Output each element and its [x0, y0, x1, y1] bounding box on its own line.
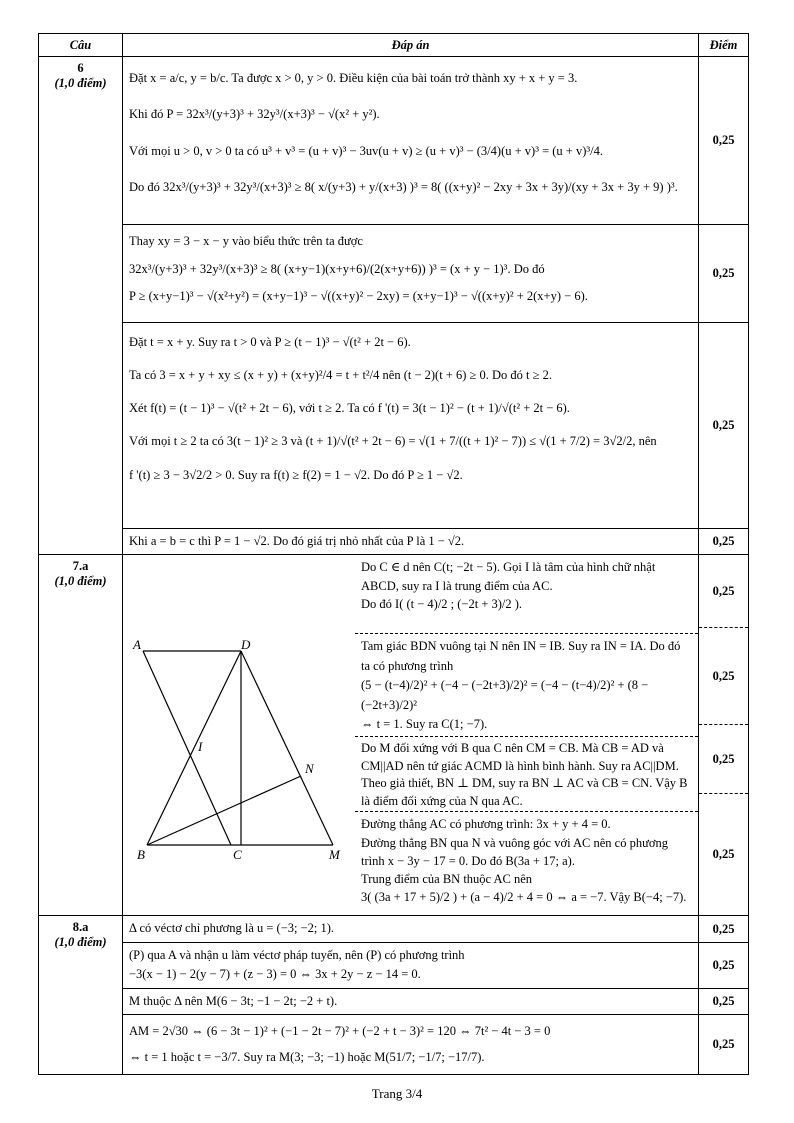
label-c: C [233, 847, 242, 863]
q6-s3a: Đặt t = x + y. Suy ra t > 0 và P ≥ (t − 1)³ − √(t² + 2t − 6). [129, 335, 411, 349]
q8a-row-1 [39, 916, 749, 942]
q7a-content [123, 555, 699, 916]
q7a-s2c: ⇔ t = 1. Suy ra C(1; −7). [361, 716, 488, 731]
segment-bn [147, 776, 301, 845]
label-n: N [305, 761, 314, 777]
q7a-s4a: Đường thẳng AC có phương trình: 3x + y + 4 = 0. [361, 817, 611, 832]
q7a-number: 7.a [72, 559, 89, 574]
q8a-step-1: Δ có véctơ chỉ phương là u = (−3; −2; 1). [123, 916, 699, 942]
q7a-s4b: Đường thẳng BN qua N và vuông góc với AC nên có phương trình x − 3y − 17 = 0. Do đó B(3a + 17; a). [361, 835, 668, 868]
q7a-step-1 [355, 555, 698, 634]
q6-step-1 [123, 57, 699, 225]
label-m: M [329, 847, 340, 863]
q8a-number: 8.a [72, 920, 89, 935]
q6-score-4: 0,25 [699, 529, 749, 555]
q8a-step-4 [123, 1014, 699, 1074]
q8a-s2a: (P) qua A và nhận u làm véctơ pháp tuyến, nên (P) có phương trình [129, 947, 465, 962]
table-header-row [39, 34, 749, 57]
q7a-s1a: Do C ∈ d nên C(t; −2t − 5). Gọi I là tâm của hình chữ nhật ABCD, suy ra I là trung điểm của AC. [361, 560, 656, 593]
q8a-score-1: 0,25 [699, 916, 749, 942]
q6-row-3 [39, 323, 749, 529]
q6-label [39, 57, 123, 555]
segment-bd [147, 651, 241, 845]
q8a-row-2 [39, 942, 749, 988]
q8a-s4a: AM = 2√30 ⇔ (6 − 3t − 1)² + (−1 − 2t − 7)² + (−2 + t − 3)² = 120 ⇔ 7t² − 4t − 3 = 0 [129, 1023, 551, 1038]
q7a-s2a: Tam giác BDN vuông tại N nên IN = IB. Suy ra IN = IA. Do đó ta có phương trình [361, 639, 681, 673]
q8a-s4b: ⇔ t = 1 hoặc t = −3/7. Suy ra M(3; −3; −1) hoặc M(51/7; −1/7; −17/7). [129, 1050, 485, 1065]
answer-key-page [38, 33, 748, 1075]
q6-s3d: Với mọi t ≥ 2 ta có 3(t − 1)² ≥ 3 và (t + 1)/√(t² + 2t − 6) = √(1 + 7/((t + 1)² − 7)) ≤ √(1 + 7/2) = 3√2/2, nên [129, 434, 657, 449]
q8a-score-4: 0,25 [699, 1014, 749, 1074]
q7a-label [39, 555, 123, 916]
q7a-points: (1,0 điểm) [54, 574, 107, 589]
q7a-steps [355, 555, 698, 915]
q6-s3c: Xét f(t) = (t − 1)³ − √(t² + 2t − 6), với t ≥ 2. Ta có f '(t) = 3(t − 1)² − (t + 1)/√(t² + 2t − 6). [129, 401, 570, 416]
q6-row-4 [39, 529, 749, 555]
q7a-s1b: Do đó I( (t − 4)/2 ; (−2t + 3)/2 ). [361, 596, 523, 611]
q8a-row-4 [39, 1014, 749, 1074]
q6-number: 6 [77, 61, 84, 75]
q6-s2a: Thay xy = 3 − x − y vào biểu thức trên ta được [129, 234, 363, 248]
q6-points: (1,0 điểm) [54, 76, 107, 90]
label-i: I [198, 739, 203, 755]
q6-row-2 [39, 225, 749, 323]
q6-s2c: P ≥ (x+y−1)³ − √(x²+y²) = (x+y−1)³ − √((x+y)² − 2xy) = (x+y−1)³ − √((x+y)² + 2(x+y) − 6). [129, 289, 588, 303]
label-d: D [241, 637, 251, 653]
header-cau: Câu [39, 34, 123, 57]
q7a-s4c: Trung điểm của BN thuộc AC nên [361, 871, 533, 886]
q6-s2b: 32x³/(y+3)³ + 32y³/(x+3)³ ≥ 8( (x+y−1)(x+y+6)/(2(x+y+6)) )³ = (x + y − 1)³. Do đó [129, 261, 545, 276]
q8a-row-3 [39, 988, 749, 1014]
q6-s1d: Do đó 32x³/(y+3)³ + 32y³/(x+3)³ ≥ 8( x/(y+3) + y/(x+3) )³ = 8( ((x+y)² − 2xy + 3x + 3y)/(xy + 3x + 3y + 9) )³. [129, 179, 678, 194]
header-dap-an: Đáp án [123, 34, 699, 57]
q7a-score-3: 0,25 [699, 725, 748, 794]
q7a-step-3 [355, 737, 698, 812]
q7a-s3: Do M đối xứng với B qua C nên CM = CB. Mà CB = AD và CM||AD nên tứ giác ACMD là hình bình hành. Suy ra AC||DM. Theo giả thiết, BN ⊥ DM, suy ra BN ⊥ AC và CB = CN. Vậy B là điểm đối xứng của N qua AC. [361, 741, 688, 808]
segment-ac [143, 651, 231, 845]
q8a-score-2: 0,25 [699, 942, 749, 988]
q6-step-3 [123, 323, 699, 529]
q7a-step-2 [355, 634, 698, 737]
q8a-points: (1,0 điểm) [54, 935, 107, 950]
page-footer: Trang 3/4 [371, 1086, 423, 1101]
q6-row-1 [39, 57, 749, 225]
q7a-step-4 [355, 812, 698, 915]
label-a: A [133, 637, 141, 653]
q7a-s2b: (5 − (t−4)/2)² + (−4 − (−2t+3)/2)² = (−4 − (t−4)/2)² + (8 − (−2t+3)/2)² [361, 678, 649, 712]
q6-s1b: Khi đó P = 32x³/(y+3)³ + 32y³/(x+3)³ − √(x² + y²). [129, 107, 380, 122]
q8a-step-3: M thuộc Δ nên M(6 − 3t; −1 − 2t; −2 + t). [123, 988, 699, 1014]
label-b: B [137, 847, 145, 863]
q6-step-4: Khi a = b = c thì P = 1 − √2. Do đó giá trị nhỏ nhất của P là 1 − √2. [123, 529, 699, 555]
q7a-figure [123, 555, 355, 915]
q6-score-3: 0,25 [699, 323, 749, 529]
q6-score-1: 0,25 [699, 57, 749, 225]
answer-table [38, 33, 749, 1075]
q6-s3e: f '(t) ≥ 3 − 3√2/2 > 0. Suy ra f(t) ≥ f(2) = 1 − √2. Do đó P ≥ 1 − √2. [129, 467, 463, 482]
q7a-score-2: 0,25 [699, 628, 748, 725]
q7a-s4d: 3( (3a + 17 + 5)/2 ) + (a − 4)/2 + 4 = 0 ⇔ a = −7. Vậy B(−4; −7). [361, 889, 687, 904]
q6-s1c: Với mọi u > 0, v > 0 ta có u³ + v³ = (u + v)³ − 3uv(u + v) ≥ (u + v)³ − (3/4)(u + v)³ = (u + v)³/4. [129, 143, 603, 158]
q8a-step-2 [123, 942, 699, 988]
q7a-score-1: 0,25 [699, 555, 748, 628]
q6-s1a: Đặt x = a/c, y = b/c. Ta được x > 0, y > 0. Điều kiện của bài toán trở thành xy + x + y = 3. [129, 71, 578, 85]
segment-dm [241, 651, 333, 845]
q7a-score-4: 0,25 [712, 847, 735, 862]
q6-s3b: Ta có 3 = x + y + xy ≤ (x + y) + (x+y)²/4 = t + t²/4 nên (t − 2)(t + 6) ≥ 0. Do đó t ≥ 2. [129, 368, 552, 383]
q7a-scores [699, 555, 749, 916]
header-diem: Điểm [699, 34, 749, 57]
q7a-row [39, 555, 749, 916]
q6-score-2: 0,25 [699, 225, 749, 323]
q8a-s2b: −3(x − 1) − 2(y − 7) + (z − 3) = 0 ⇔ 3x + 2y − z − 14 = 0. [129, 967, 421, 982]
q6-step-2 [123, 225, 699, 323]
q8a-score-3: 0,25 [699, 988, 749, 1014]
q8a-label [39, 916, 123, 1075]
